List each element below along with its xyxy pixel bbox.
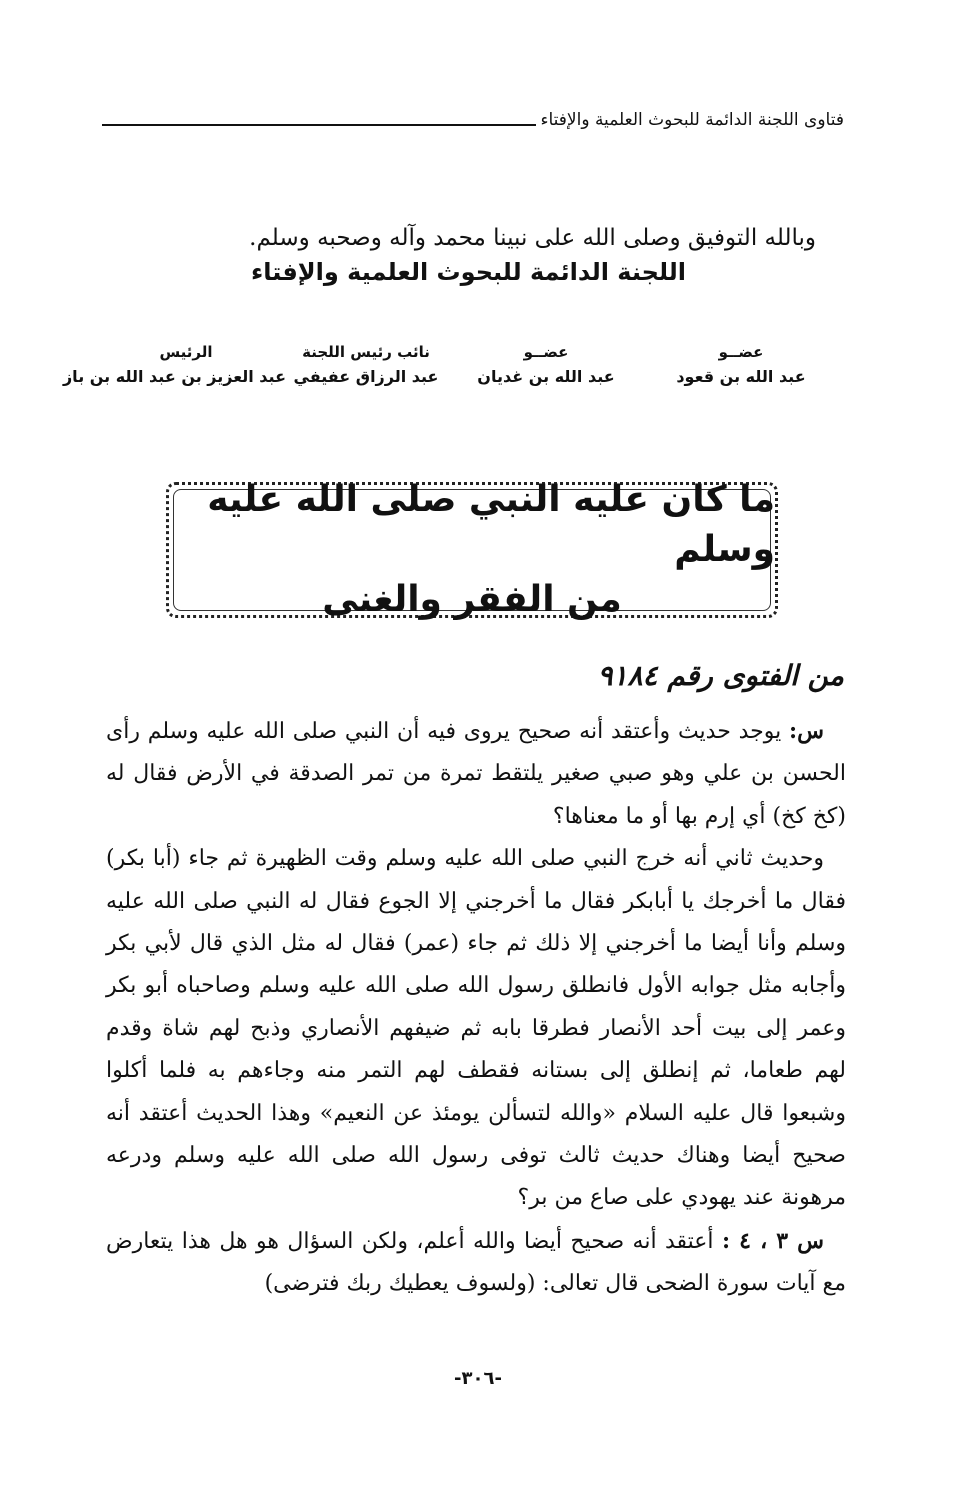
question-paragraph-2 <box>106 838 846 1220</box>
page-number: -٣٠٦- <box>454 1368 502 1389</box>
question-text-1: يوجد حديث وأعتقد أنه صحيح يروى فيه أن النبي صلى الله عليه وسلم رأى الحسن بن علي وهو صبي صغير يلتقط تمرة من تمر الصدقة في الأرض فقال له (كخ كخ) أي إرم بها أو ما معناها؟ <box>106 719 846 829</box>
question-text-3: أعتقد أنه صحيح أيضا والله أعلم، ولكن السؤال هو هل هذا يتعارض مع آيات سورة الضحى قال تعالى: (ولسوف يعطيك ربك فترضى) <box>106 1228 846 1297</box>
section-title-box <box>166 479 778 620</box>
signatory-name: عبد الله بن غديان <box>477 367 615 386</box>
signatory-role: عضــو <box>718 343 764 361</box>
question-paragraph-3 <box>106 1220 846 1306</box>
fatwa-heading: من الفتوى رقم ٩١٨٤ <box>597 659 844 692</box>
section-title-line-2: من الفقر والغنى <box>322 579 622 620</box>
fatwa-body <box>106 710 846 1306</box>
signatory-name: عبد الرزاق عفيفي <box>293 367 439 386</box>
question-label: س: <box>789 718 824 744</box>
question-text-2: وحديث ثاني أنه خرج النبي صلى الله عليه وسلم وقت الظهيرة ثم جاء (أبا بكر) فقال ما أخرجك يا أبابكر فقال ما أخرجني إلا الجوع فقال له النبي صلى الله عليه وسلم وأنا أيضا ما أخرجني إلا ذلك ثم جاء (عمر) فقال له مثل الذي قال لأبي بكر وأجابه مثل جوابه الأول فانطلق رسول الله صلى الله عليه وسلم وصاحباه أبو بكر وعمر إلى بيت أحد الأنصار فطرقا بابه ثم ضيفهم الأنصاري وذبح لهم شاة وقدم لهم طعاما، ثم إنطلق إلى بستانه فقطف لهم التمر منه وجاءهم به فلما أكلوا وشبعوا قال عليه السلام «والله لتسألن يومئذ عن النعيم» وهذا الحديث أعتقد أنه صحيح أيضا وهناك حديث ثالث توفى رسول الله صلى الله عليه وسلم ودرعه مرهونة عند يهودي على صاع من بر؟ <box>106 846 846 1211</box>
signatory <box>466 340 626 390</box>
question-label-3-4: س ٣ ، ٤ : <box>721 1227 825 1254</box>
signatory-name: عبد الله بن قعود <box>676 367 806 386</box>
running-header <box>102 104 844 130</box>
signatory-role: الرئيس <box>159 343 213 361</box>
signatory <box>62 340 286 390</box>
signatories <box>62 340 816 400</box>
header-rule <box>102 124 536 126</box>
closing-prayer: وبالله التوفيق وصلى الله على نبينا محمد وآله وصحبه وسلم. <box>249 225 816 251</box>
question-paragraph-1 <box>106 710 846 838</box>
signatory <box>286 340 446 390</box>
running-header-title: فتاوى اللجنة الدائمة للبحوث العلمية والإفتاء <box>540 110 844 130</box>
signatory-role: عضــو <box>523 343 569 361</box>
section-title-line-1: ما كان عليه النبي صلى الله عليه وسلم <box>207 479 775 570</box>
signatory-role: نائب رئيس اللجنة <box>302 343 430 361</box>
signatory-name: عبد العزيز بن عبد الله بن باز <box>62 367 286 386</box>
committee-name: اللجنة الدائمة للبحوث العلمية والإفتاء <box>251 258 686 286</box>
signatory <box>666 340 816 390</box>
